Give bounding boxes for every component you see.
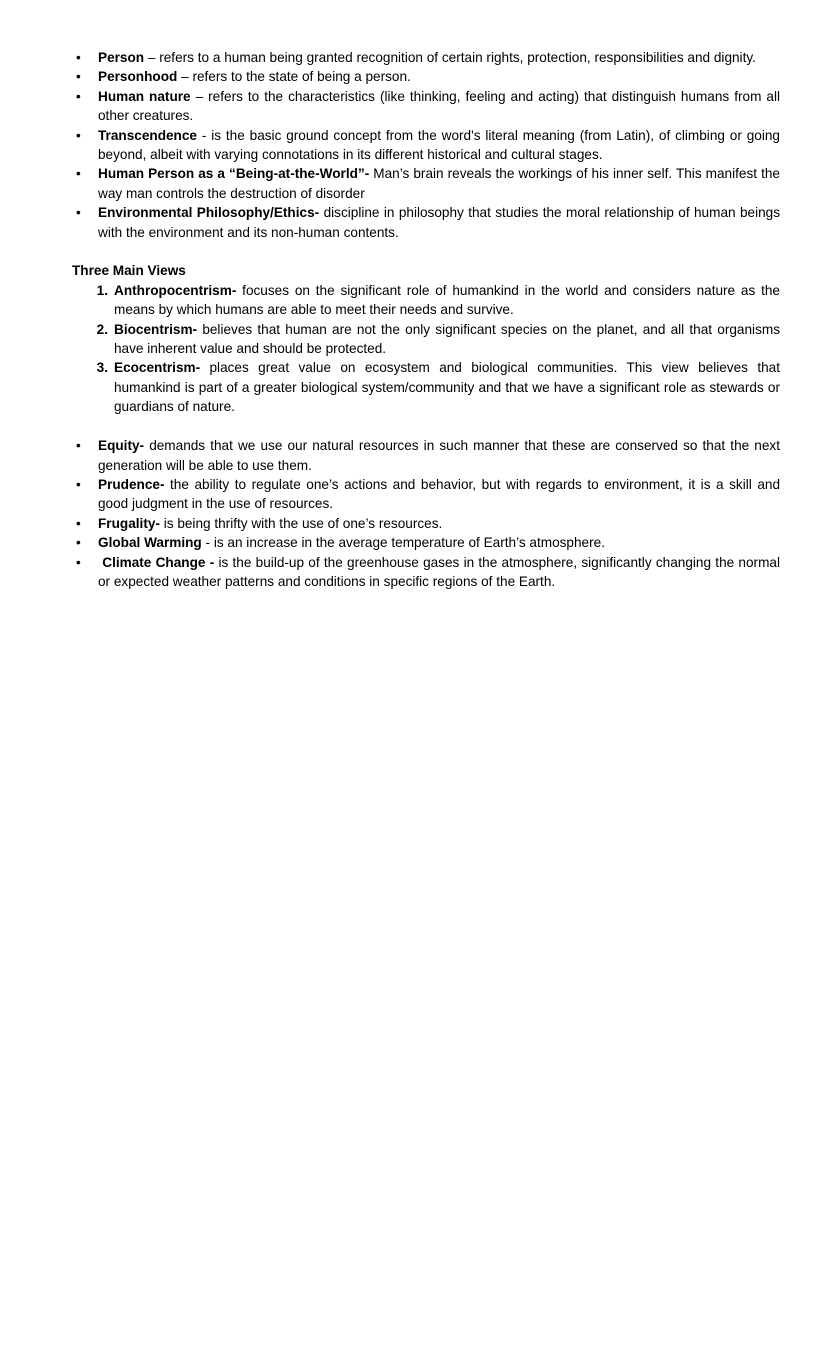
list-item: [86, 281, 780, 320]
section-spacer: [72, 417, 780, 436]
bullet-icon: •: [76, 69, 81, 85]
list-item: [72, 533, 780, 552]
definition-text: is the basic ground concept from the word's literal meaning (from Latin), of climbing or going beyond, albeit with varying connotations in its different historical and cultural stages.: [98, 127, 780, 163]
definitions-bottom-list: [72, 436, 780, 591]
definition-separator: –: [177, 69, 193, 85]
definition-term: Transcendence: [98, 127, 197, 143]
list-item: [72, 67, 780, 86]
bullet-icon: •: [76, 438, 81, 454]
section-spacer: [72, 242, 780, 261]
definition-separator: –: [144, 50, 160, 65]
definition-separator: –: [190, 88, 209, 104]
definition-text: places great value on ecosystem and biological communities. This view believes that humankind is part of a greater biological system/community and that we have a significant role as stewards or guardians of nature.: [114, 360, 780, 415]
definition-term: Anthropocentrism-: [114, 282, 237, 298]
bullet-icon: •: [76, 554, 81, 570]
definition-term: Equity-: [98, 438, 145, 454]
definition-term: Climate Change -: [98, 554, 215, 570]
definition-term: Person: [98, 50, 145, 65]
definition-term: Global Warming: [98, 535, 202, 551]
list-item: [86, 358, 780, 416]
definitions-top-list: [72, 48, 780, 242]
definition-text: demands that we use our natural resources in such manner that these are conserved so that the next generation will be able to use them.: [98, 438, 781, 473]
definition-term: Environmental Philosophy/Ethics-: [98, 205, 320, 221]
definition-term: Personhood: [98, 69, 178, 85]
list-item: [72, 553, 780, 592]
definition-text: refers to the state of being a person.: [192, 69, 411, 85]
bullet-icon: •: [76, 476, 81, 492]
definition-text: discipline in philosophy that studies the moral relationship of human beings with the environment and its non-human contents.: [98, 205, 781, 240]
definition-separator: -: [196, 127, 212, 143]
definition-term: Ecocentrism-: [114, 360, 201, 376]
list-marker: 3.: [96, 360, 108, 376]
definition-text: is the build-up of the greenhouse gases in the atmosphere, significantly changing the normal or expected weather patterns and conditions in specific regions of the Earth.: [98, 554, 780, 589]
bullet-icon: •: [76, 205, 81, 221]
definition-term: Biocentrism-: [114, 321, 198, 337]
definition-text: refers to a human being granted recognition of certain rights, protection, responsibilities and dignity.: [159, 50, 756, 65]
definition-text: the ability to regulate one’s actions and behavior, but with regards to environment, it is a skill and good judgment in the use of resources.: [98, 476, 780, 512]
definition-text: believes that human are not the only significant species on the planet, and all that organisms have inherent value and should be protected.: [114, 321, 780, 357]
bullet-icon: •: [76, 127, 81, 143]
bullet-icon: •: [76, 515, 81, 531]
list-item: [86, 320, 780, 359]
definition-term: Frugality-: [98, 515, 160, 531]
list-item: [72, 475, 780, 514]
section-heading-three-main-views: Three Main Views: [72, 263, 186, 279]
definition-separator: -: [201, 535, 214, 551]
list-item: [72, 164, 780, 203]
list-item: [72, 48, 780, 67]
list-marker: 1.: [96, 282, 108, 298]
definition-text: is an increase in the average temperature of Earth’s atmosphere.: [213, 535, 605, 551]
definition-term: Human nature: [98, 88, 191, 104]
definition-separator: [200, 360, 209, 375]
definition-term: Human Person as a “Being-at-the-World”-: [98, 166, 370, 182]
list-item: [72, 436, 780, 475]
document-body: [72, 48, 780, 591]
list-item: [72, 514, 780, 533]
three-main-views-list: [72, 281, 780, 417]
bullet-icon: •: [76, 50, 81, 65]
list-marker: 2.: [96, 321, 108, 337]
definition-text: Man’s brain reveals the workings of his inner self. This manifest the way man controls the destruction of disorder: [98, 166, 780, 201]
definition-text: refers to the characteristics (like thinking, feeling and acting) that distinguish humans from all other creatures.: [98, 88, 780, 124]
list-item: [72, 87, 780, 126]
bullet-icon: •: [76, 535, 81, 551]
definition-text: focuses on the significant role of humankind in the world and considers nature as the means by which humans are able to meet their needs and survive.: [114, 282, 780, 318]
list-item: [72, 203, 780, 242]
definition-text: is being thrifty with the use of one’s resources.: [163, 515, 443, 531]
bullet-icon: •: [76, 166, 81, 182]
bullet-icon: •: [76, 88, 81, 104]
list-item: [72, 126, 780, 165]
definition-term: Prudence-: [98, 476, 165, 492]
